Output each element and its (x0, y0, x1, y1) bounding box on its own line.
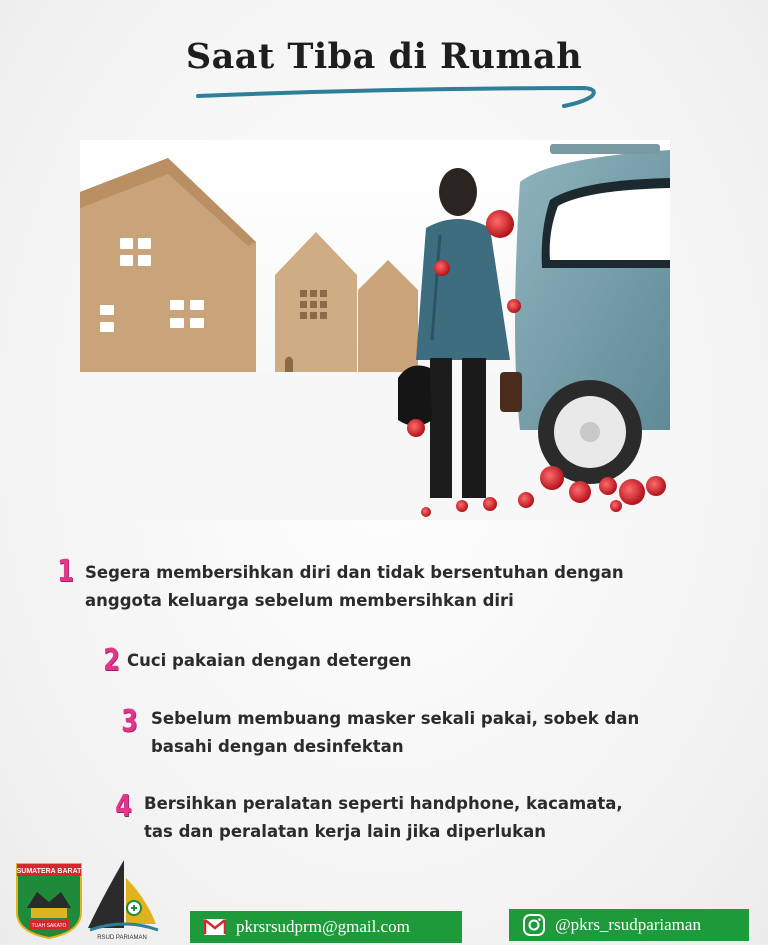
logo-province-text: SUMATERA BARAT (16, 868, 82, 875)
hero-illustration (80, 140, 670, 520)
step-text-line: Segera membersihkan diri dan tidak bersentuhan dengan (85, 563, 624, 582)
step-number: 2 (103, 643, 120, 678)
sumatera-barat-logo (15, 862, 83, 940)
page-title: Saat Tiba di Rumah (185, 36, 583, 77)
logo-province-motto: TUAH SAKATO (31, 923, 67, 929)
title-underline (196, 82, 601, 112)
instagram-contact (509, 909, 749, 941)
logo-hospital-text: RSUD PARIAMAN (97, 935, 147, 941)
email-contact (190, 911, 462, 943)
step-text-line: Sebelum membuang masker sekali pakai, sobek dan (151, 709, 640, 728)
step-number: 3 (121, 704, 138, 739)
email-address: pkrsrsudprm@gmail.com (236, 917, 410, 936)
instagram-handle: @pkrs_rsudpariaman (555, 915, 701, 934)
rsud-pariaman-logo (84, 858, 160, 942)
step-text-line: Bersihkan peralatan seperti handphone, kacamata, (144, 794, 623, 813)
step-number: 1 (57, 554, 74, 589)
step-text-line: anggota keluarga sebelum membersihkan diri (85, 591, 514, 610)
step-number: 4 (115, 789, 132, 824)
step-text-line: basahi dengan desinfektan (151, 737, 404, 756)
step-text-line: tas dan peralatan kerja lain jika diperlukan (144, 822, 546, 841)
step-text-line: Cuci pakaian dengan detergen (127, 651, 412, 670)
mail-icon (204, 919, 226, 935)
instagram-icon (523, 914, 545, 936)
